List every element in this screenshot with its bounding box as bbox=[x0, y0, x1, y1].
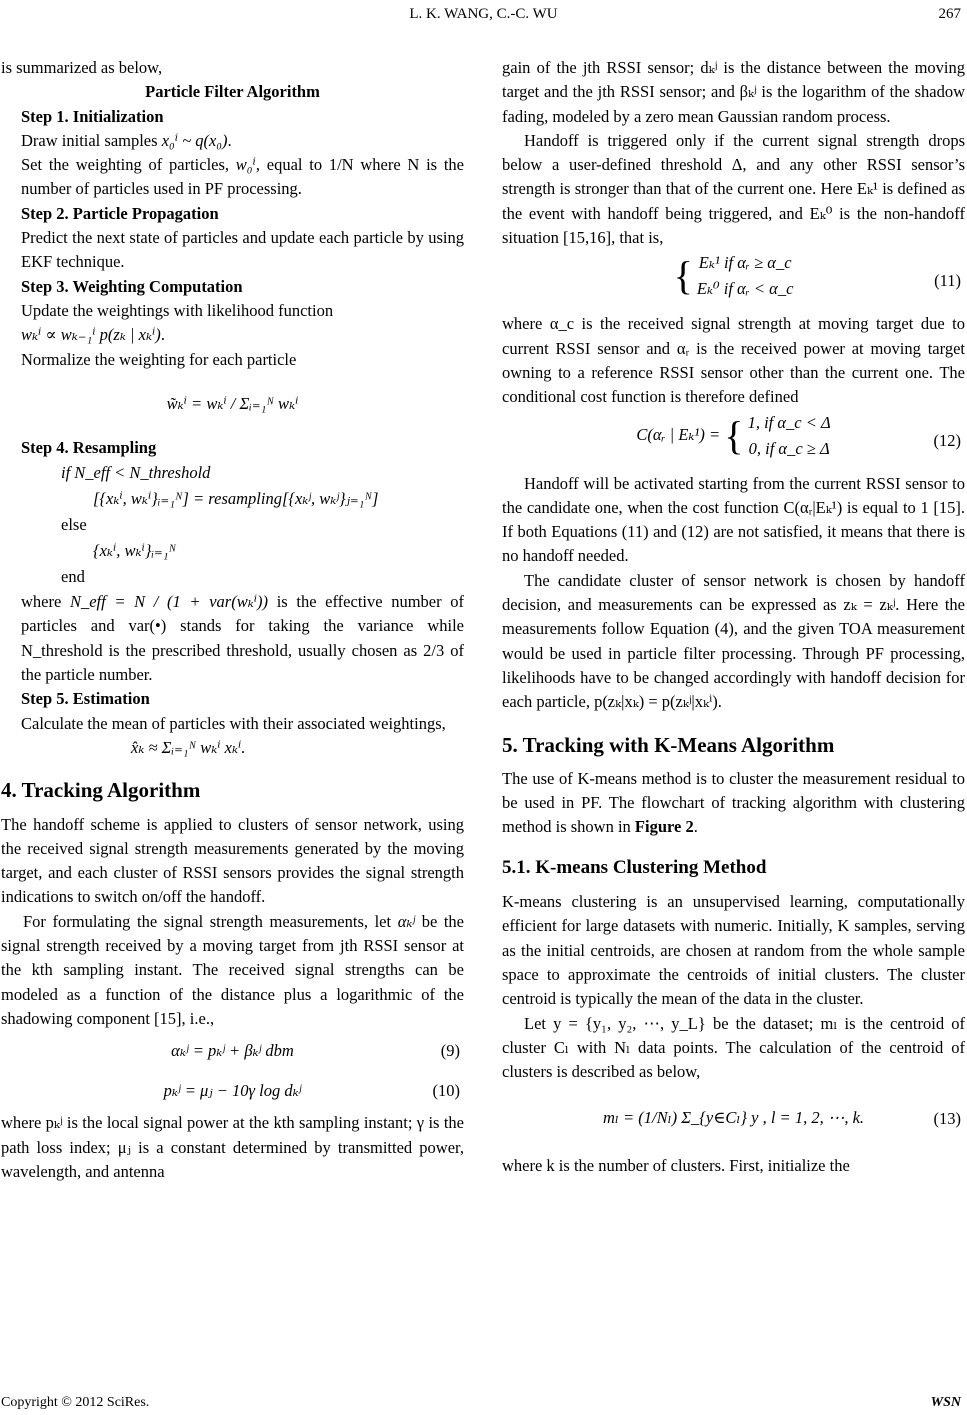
eq11-cases bbox=[697, 250, 793, 302]
step3-likelihood-math: wₖⁱ ∝ wₖ₋₁ⁱ p(zₖ | xₖⁱ) bbox=[21, 325, 161, 345]
eq12-case2: 0, if α_c ≥ Δ bbox=[748, 438, 830, 458]
equation-12 bbox=[502, 410, 965, 472]
eq11-brace: { bbox=[673, 253, 693, 299]
step4-where-pre: where bbox=[21, 592, 62, 612]
section4-para2-pre: For formulating the signal strength measurements, let bbox=[23, 911, 392, 931]
eq12-case1: 1, if α_c < Δ bbox=[747, 412, 831, 432]
step1-line-b bbox=[21, 153, 464, 202]
step5-body: Calculate the mean of particles with their associated weightings, bbox=[21, 713, 446, 733]
page-header bbox=[0, 4, 967, 26]
right-para1: gain of the jth RSSI sensor; dₖʲ is the distance between the moving target and the jth RSSI sensor; and βₖʲ is the logarithm of the shadow fading, modeled by a zero mean Gaussian random process. bbox=[502, 58, 965, 126]
step1-b-math: w₀ⁱ bbox=[235, 155, 256, 175]
step5-estimate-math: x̂ₖ ≈ Σᵢ₌₁ᴺ wₖⁱ xₖⁱ. bbox=[131, 737, 246, 757]
step1-title: Step 1. Initialization bbox=[21, 106, 164, 126]
subsection-5-1-heading: 5.1. K-means Clustering Method bbox=[502, 856, 767, 878]
step5-title: Step 5. Estimation bbox=[21, 689, 150, 709]
eq13-number: (13) bbox=[933, 1109, 961, 1129]
section4-para2-math: αₖʲ bbox=[397, 911, 416, 931]
step1-a-math: x₀ⁱ ~ q(x₀) bbox=[161, 130, 228, 150]
resampling-block bbox=[61, 460, 464, 590]
running-head-authors: L. K. WANG, C.-C. WU bbox=[409, 6, 558, 22]
section4-para2-post: be the signal strength received by a moving target from jth RSSI sensor at the kth sampling instant. The received signal strengths can be modeled as a function of the distance plus a logarithmic of the shadowing component [15], i.e., bbox=[1, 911, 465, 1028]
normalize-eq-text: w̃ₖⁱ = wₖⁱ / Σᵢ₌₁ᴺ wₖⁱ bbox=[166, 393, 299, 413]
resample-line-end: end bbox=[61, 567, 85, 587]
equation-11 bbox=[502, 250, 965, 312]
step1-line-a: Draw initial samples x₀ⁱ ~ q(x₀). bbox=[21, 130, 232, 150]
step3-body: Update the weightings with likelihood function bbox=[21, 300, 334, 320]
section4-heading: 4. Tracking Algorithm bbox=[1, 778, 201, 803]
subsection-5-1-para2: Let y = {y₁, y₂, ⋯, y_L} be the dataset; mₗ is the centroid of cluster Cₗ with Nₗ data points. The calculation of the centroid of clusters is described as below, bbox=[502, 1013, 965, 1082]
eq12-body bbox=[502, 410, 965, 462]
equation-9 bbox=[1, 1031, 464, 1071]
step5-math-line bbox=[21, 736, 464, 760]
section5-para1-post: . bbox=[693, 817, 698, 837]
eq11-case2: Eₖ⁰ if αᵣ < α_c bbox=[696, 279, 794, 299]
subsection-5-1-para3: where k is the number of clusters. First, initialize the bbox=[502, 1156, 850, 1176]
resample-line-if: if N_eff < N_threshold bbox=[61, 463, 211, 483]
footer-journal: WSN bbox=[930, 1395, 961, 1410]
step4-where bbox=[21, 590, 464, 687]
eq9-text: αₖʲ = pₖʲ + βₖʲ dbm bbox=[171, 1041, 294, 1061]
eq12-lhs: C(αᵣ | Eₖ¹) = bbox=[636, 424, 721, 444]
eq11-case1: Eₖ¹ if αᵣ ≥ α_c bbox=[698, 253, 792, 273]
left-column bbox=[1, 56, 464, 1184]
right-para5: The candidate cluster of sensor network is chosen by handoff decision, and measurements can be expressed as zₖ = zₖʲ. Here the measurements follow Equation (4), and the given TOA measurement would be used in particle filter processing. Through PF processing, likelihoods have to be changed accordingly with handoff decision for each particle, p(zₖ|xₖ) = p(zₖʲ|xₖⁱ). bbox=[502, 570, 965, 712]
right-para2: Handoff is triggered only if the current signal strength drops below a user-defined threshold Δ, and any other RSSI sensor’s strength is stronger than that of the current one. Here Eₖ¹ is defined as the event with handoff being triggered, and Eₖ⁰ is the non-handoff situation [15,16], that is, bbox=[502, 130, 965, 248]
eq12-brace: { bbox=[724, 412, 744, 458]
step2-body: Predict the next state of particles and update each particle by using EKF technique. bbox=[21, 228, 464, 272]
eq11-body bbox=[502, 250, 965, 302]
subsection-5-1-para1: K-means clustering is an unsupervised learning, computationally efficient for large datasets with numeric. Initially, K samples, serving as the initial centroids, are chosen at random from the whole sample space to approximate the centroids of initial clusters. The cluster centroid is typically the mean of the data in the cluster. bbox=[502, 892, 965, 1009]
figure2-reference[interactable]: Figure 2 bbox=[634, 817, 694, 837]
section4-para1: The handoff scheme is applied to clusters of sensor network, using the received signal strength measurements generated by the moving target, and each cluster of RSSI sensors provides the signal strength indications to switch on/off the handoff. bbox=[1, 814, 464, 907]
step3-normalize: Normalize the weighting for each particle bbox=[21, 349, 297, 369]
resample-line-else: else bbox=[61, 515, 87, 535]
eq10-text: pₖʲ = μⱼ − 10γ log dₖʲ bbox=[163, 1081, 302, 1101]
step1-b-pre: Set the weighting of particles, bbox=[21, 155, 230, 175]
resample-line-resampling: [{xₖⁱ, wₖⁱ}ᵢ₌₁ᴺ] = resampling[{xₖʲ, wₖʲ}ⱼ₌₁ᴺ] bbox=[93, 489, 379, 509]
normalize-equation bbox=[1, 372, 464, 436]
eq9-number: (9) bbox=[440, 1041, 460, 1061]
step4-title: Step 4. Resampling bbox=[21, 437, 157, 457]
step1-a-text: Draw initial samples bbox=[21, 130, 158, 150]
resample-line-keep: {xₖⁱ, wₖⁱ}ᵢ₌₁ᴺ bbox=[93, 541, 177, 561]
right-para3: where α_c is the received signal strength at moving target due to current RSSI sensor and αᵣ is the received power at moving target owning to a reference RSSI sensor other than the current one. The conditional cost function is therefore defined bbox=[502, 314, 965, 407]
section5-para1-pre: The use of K-means method is to cluster the measurement residual to be used in PF. The flowchart of tracking algorithm with clustering method is shown in bbox=[502, 768, 965, 837]
footer-copyright: Copyright © 2012 SciRes. bbox=[1, 1395, 150, 1410]
section4-para3: where pₖʲ is the local signal power at the kth sampling instant; γ is the path loss index; μⱼ is a constant determined by transmitted power, wavelength, and antenna bbox=[1, 1113, 464, 1181]
page-number: 267 bbox=[938, 6, 961, 22]
eq13-text: mₗ = (1/Nₗ) Σ_{y∈Cₗ} y , l = 1, 2, ⋯, k. bbox=[602, 1108, 865, 1128]
eq11-number: (11) bbox=[934, 271, 961, 291]
section5-para1 bbox=[502, 767, 965, 840]
step3-math-line: wₖⁱ ∝ wₖ₋₁ⁱ p(zₖ | xₖⁱ). bbox=[21, 325, 165, 345]
step4-where-post: is the effective number of particles and var(•) stands for taking the variance while N_threshold is the prescribed threshold, usually chosen as 2/3 of the particle number. bbox=[21, 592, 465, 685]
equation-10 bbox=[1, 1071, 464, 1111]
right-column bbox=[502, 56, 965, 1179]
algorithm-title: Particle Filter Algorithm bbox=[145, 82, 320, 102]
intro-text: is summarized as below, bbox=[1, 58, 163, 77]
section5-heading: 5. Tracking with K-Means Algorithm bbox=[502, 732, 835, 757]
step1-b-post: , equal to 1/N where N is the number of particles used in PF processing. bbox=[21, 155, 464, 199]
eq10-number: (10) bbox=[432, 1081, 460, 1101]
step4-where-math: N_eff = N / (1 + var(wₖⁱ)) bbox=[69, 592, 269, 612]
eq12-cases bbox=[748, 410, 831, 462]
step2-title: Step 2. Particle Propagation bbox=[21, 203, 219, 223]
section4-para2 bbox=[1, 910, 464, 1031]
equation-13 bbox=[502, 1084, 965, 1154]
eq12-number: (12) bbox=[933, 430, 961, 450]
step3-title: Step 3. Weighting Computation bbox=[21, 276, 243, 296]
right-para4: Handoff will be activated starting from the current RSSI sensor to the candidate one, when the cost function C(αᵣ|Eₖ¹) is equal to 1 [15]. If both Equations (11) and (12) are not satisfied, it means that there is no handoff needed. bbox=[502, 473, 965, 566]
